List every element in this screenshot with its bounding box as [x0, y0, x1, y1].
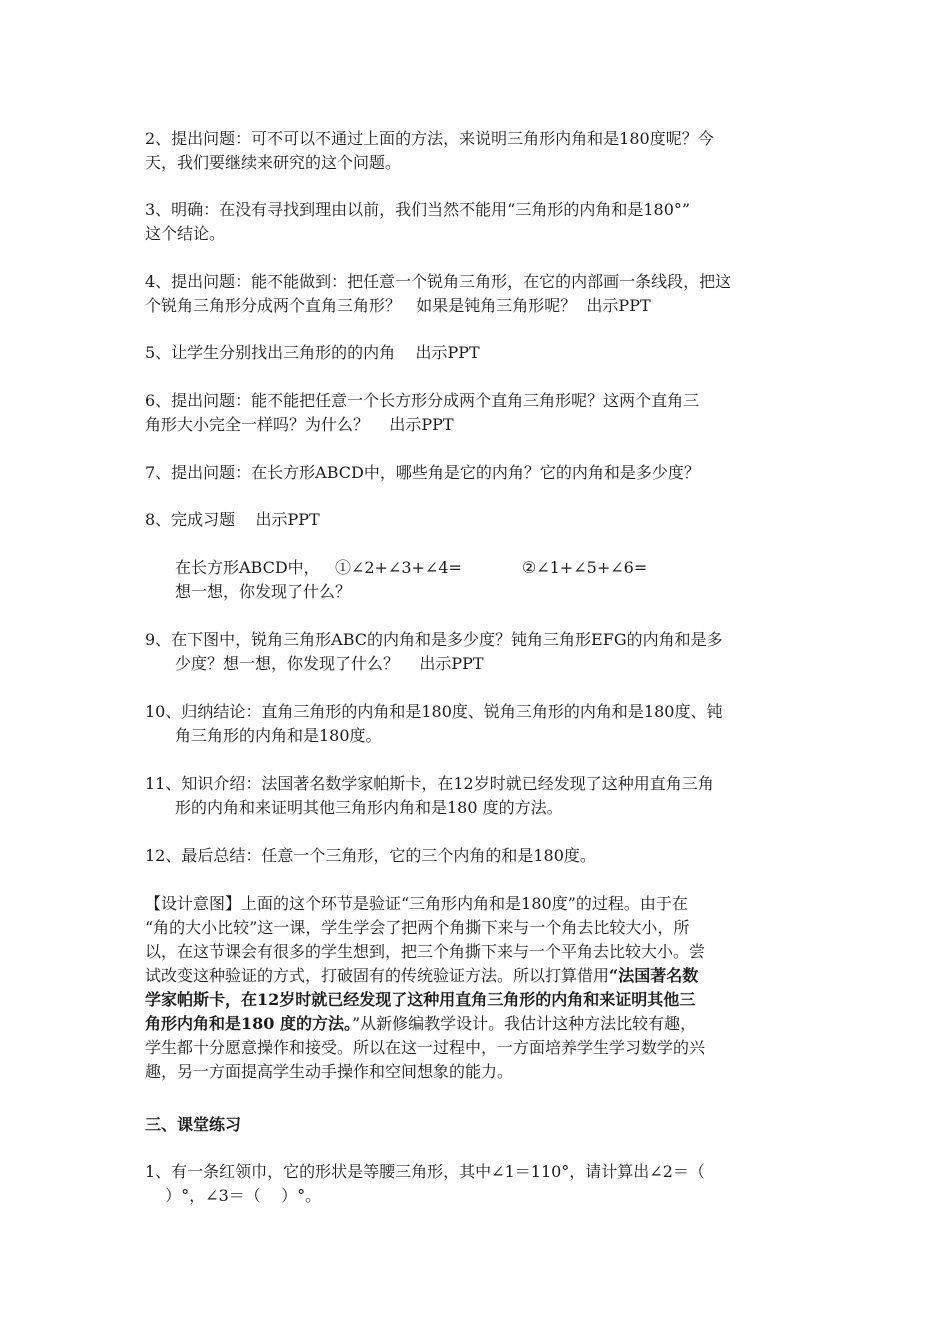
item-11-line-1: 11、知识介绍：法国著名数学家帕斯卡，在12岁时就已经发现了这种用直角三角: [145, 774, 714, 793]
item-8-line-1: 8、完成习题 出示PPT: [145, 510, 320, 529]
item-8-exercise-question: 想一想，你发现了什么？: [175, 582, 352, 601]
item-4-line-2: 个锐角三角形分成两个直角三角形？ 如果是钝角三角形呢？ 出示PPT: [145, 296, 651, 315]
design-intent-line-2: “角的大小比较”这一课，学生学会了把两个角撕下来与一个角去比较大小，所: [145, 918, 690, 937]
item-12-line-1: 12、最后总结：任意一个三角形，它的三个内角的和是180度。: [145, 846, 596, 865]
item-7-line-1: 7、提出问题：在长方形ABCD中，哪些角是它的内角？它的内角和是多少度？: [145, 463, 700, 482]
design-intent-line-3: 以，在这节课会有很多的学生想到，把三个角撕下来与一个平角去比较大小。尝: [145, 942, 706, 961]
item-5-line-1: 5、让学生分别找出三角形的的内角 出示PPT: [145, 343, 480, 362]
design-intent-line-5: 学家帕斯卡，在12岁时就已经发现了这种用直角三角形的内角和来证明其他三: [145, 990, 696, 1009]
item-2: [145, 127, 813, 175]
section-heading-practice: [145, 1113, 813, 1137]
design-intent-line-4: [145, 964, 813, 988]
item-10: [145, 700, 813, 748]
item-6: [145, 389, 813, 437]
exercise-1-line-1: 1、有一条红领巾，它的形状是等腰三角形，其中∠1＝110°，请计算出∠2＝（: [145, 1162, 705, 1181]
exercise-expression-2: ②∠1+∠5+∠6=: [521, 558, 648, 577]
design-intent-line-6: [145, 1012, 813, 1036]
item-9-line-1: 9、在下图中，锐角三角形ABC的内角和是多少度？钝角三角形EFG的内角和是多: [145, 630, 723, 649]
design-intent-quote-start: “法国著名数: [609, 966, 699, 985]
design-intent-paragraph: [145, 892, 813, 1084]
item-3-line-2: 这个结论。: [145, 224, 226, 243]
section-heading-text: 三、课堂练习: [145, 1115, 242, 1134]
item-8: [145, 508, 813, 532]
item-8-exercise-row: [175, 556, 815, 580]
item-7: [145, 461, 813, 485]
item-12: [145, 844, 813, 868]
item-11-line-2: 形的内角和来证明其他三角形内角和是180 度的方法。: [175, 798, 563, 817]
design-intent-line-4-text: 试改变这种验证的方式，打破固有的传统验证方法。所以打算借用: [145, 966, 610, 985]
item-5: [145, 341, 813, 365]
item-4: [145, 270, 813, 318]
item-11: [145, 772, 813, 820]
exercise-expression-1: 在长方形ABCD中， ①∠2+∠3+∠4=: [175, 558, 462, 577]
item-3: [145, 198, 813, 246]
item-8-exercise: [175, 556, 815, 604]
item-10-line-2: 角三角形的内角和是180度。: [175, 726, 382, 745]
item-2-line-2: 天，我们要继续来研究的这个问题。: [145, 153, 402, 172]
item-3-line-1: 3、明确：在没有寻找到理由以前，我们当然不能用“三角形的内角和是180°”: [145, 200, 691, 219]
exercise-1-line-2: ）°，∠3＝（ ）°。: [155, 1186, 322, 1205]
exercise-1: [145, 1160, 813, 1208]
design-intent-line-6-text: ”从新修编教学设计。我估计这种方法比较有趣，: [351, 1014, 697, 1033]
item-10-line-1: 10、归纳结论：直角三角形的内角和是180度、锐角三角形的内角和是180度、钝: [145, 702, 723, 721]
item-6-line-2: 角形大小完全一样吗？为什么？ 出示PPT: [145, 415, 454, 434]
design-intent-line-7: 学生都十分愿意操作和接受。所以在这一过程中，一方面培养学生学习数学的兴: [145, 1038, 706, 1057]
item-2-line-1: 2、提出问题：可不可以不通过上面的方法，来说明三角形内角和是180度呢？今: [145, 129, 714, 148]
design-intent-line-8: 趣，另一方面提高学生动手操作和空间想象的能力。: [145, 1062, 514, 1081]
item-9-line-2: 少度？想一想，你发现了什么？ 出示PPT: [175, 654, 484, 673]
item-9: [145, 628, 813, 676]
design-intent-line-1: 【设计意图】上面的这个环节是验证“三角形内角和是180度”的过程。由于在: [145, 894, 688, 913]
item-6-line-1: 6、提出问题：能不能把任意一个长方形分成两个直角三角形呢？这两个直角三: [145, 391, 700, 410]
design-intent-quote-end: 角形内角和是180 度的方法。: [145, 1014, 352, 1033]
item-4-line-1: 4、提出问题：能不能做到：把任意一个锐角三角形，在它的内部画一条线段，把这: [145, 272, 732, 291]
